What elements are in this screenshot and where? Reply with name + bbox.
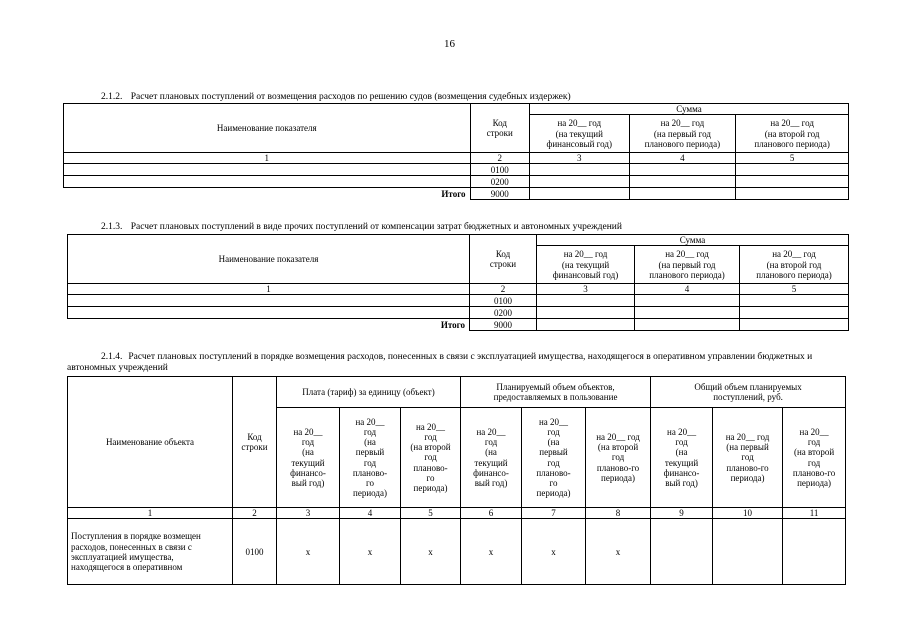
cell-x: x [461, 519, 522, 585]
cell-value [783, 519, 846, 585]
section-caption-2-1-4 [67, 352, 852, 374]
section-title: Расчет плановых поступлений от возмещения расходов по решению судов (возмещения судебных издержек) [130, 92, 571, 102]
header-tariff-first: на 20__ год (на первый год планово- го периода) [340, 408, 401, 508]
header-group-volume: Планируемый объем объектов, предоставляемых в пользование [461, 377, 651, 408]
cell-value [537, 319, 635, 331]
total-code: 9000 [470, 319, 537, 331]
header-sum: Сумма [529, 104, 848, 115]
cell-x: x [277, 519, 340, 585]
total-label: Итого [68, 319, 470, 331]
cell-value [736, 188, 849, 200]
column-number: 10 [713, 508, 783, 519]
column-number: 3 [529, 153, 629, 164]
column-number: 2 [233, 508, 277, 519]
total-label: Итого [64, 188, 471, 200]
column-number: 9 [651, 508, 713, 519]
table-2-1-3 [67, 234, 849, 331]
cell-value [629, 188, 736, 200]
header-year-first: на 20__ год (на первый год планового периода) [635, 246, 740, 284]
cell-value [651, 519, 713, 585]
section-caption-2-1-2 [101, 92, 571, 103]
cell-value [529, 188, 629, 200]
column-number: 11 [783, 508, 846, 519]
cell-value [529, 164, 629, 176]
header-year-second: на 20__ год (на второй год планового периода) [740, 246, 849, 284]
section-number: 2.1.3. [101, 222, 123, 232]
cell-name [64, 164, 471, 176]
section-title: Расчет плановых поступлений в порядке возмещения расходов, понесенных в связи с эксплуатацией имущества, находящегося в оперативном управлении бюджетных и автономных учреждений [67, 352, 813, 373]
cell-value [740, 307, 849, 319]
column-number: 8 [586, 508, 651, 519]
header-code: Код строки [470, 235, 537, 284]
column-number: 5 [740, 284, 849, 295]
section-number: 2.1.4. [101, 352, 123, 362]
cell-x: x [401, 519, 461, 585]
cell-name [68, 295, 470, 307]
header-name: Наименование показателя [68, 235, 470, 284]
cell-value [635, 319, 740, 331]
cell-value [713, 519, 783, 585]
row-code: 0100 [470, 295, 537, 307]
cell-x: x [522, 519, 586, 585]
cell-value [537, 307, 635, 319]
header-code: Код строки [233, 377, 277, 508]
cell-value [629, 164, 736, 176]
cell-name [64, 176, 471, 188]
cell-name [68, 307, 470, 319]
column-number: 1 [68, 508, 233, 519]
cell-value [635, 295, 740, 307]
section-title: Расчет плановых поступлений в виде прочих поступлений от компенсации затрат бюджетных и автономных учреждений [130, 222, 622, 232]
section-number: 2.1.2. [101, 92, 123, 102]
header-year-current: на 20__ год (на текущий финансовый год) [529, 115, 629, 153]
column-number: 4 [629, 153, 736, 164]
cell-value [529, 176, 629, 188]
column-number: 5 [736, 153, 849, 164]
header-group-total: Общий объем планируемых поступлений, руб. [651, 377, 846, 408]
column-number: 1 [64, 153, 471, 164]
column-number: 2 [470, 153, 529, 164]
table-2-1-4 [67, 376, 846, 585]
row-code: 0100 [470, 164, 529, 176]
row-object-name: Поступления в порядке возмещен расходов, понесенных в связи с эксплуатацией имущества, находящегося в оперативном [68, 519, 233, 585]
table-2-1-2 [63, 103, 849, 200]
header-object-name: Наименование объекта [68, 377, 233, 508]
column-number: 3 [277, 508, 340, 519]
cell-value [740, 319, 849, 331]
cell-value [635, 307, 740, 319]
header-year-second: на 20__ год (на второй год планового периода) [736, 115, 849, 153]
column-number: 4 [340, 508, 401, 519]
header-sum: Сумма [537, 235, 849, 246]
header-name: Наименование показателя [64, 104, 471, 153]
header-year-current: на 20__ год (на текущий финансовый год) [537, 246, 635, 284]
header-tariff-current: на 20__ год (на текущий финансо- вый год) [277, 408, 340, 508]
header-total-second: на 20__ год (на второй год планово-го периода) [783, 408, 846, 508]
row-code: 0100 [233, 519, 277, 585]
page-number: 16 [444, 38, 455, 50]
column-number: 1 [68, 284, 470, 295]
column-number: 5 [401, 508, 461, 519]
header-year-first: на 20__ год (на первый год планового периода) [629, 115, 736, 153]
header-volume-current: на 20__ год (на текущий финансо- вый год) [461, 408, 522, 508]
row-code: 0200 [470, 307, 537, 319]
header-tariff-second: на 20__ год (на второй год планово- го периода) [401, 408, 461, 508]
column-number: 2 [470, 284, 537, 295]
cell-value [629, 176, 736, 188]
column-number: 6 [461, 508, 522, 519]
cell-value [740, 295, 849, 307]
column-number: 3 [537, 284, 635, 295]
row-code: 0200 [470, 176, 529, 188]
column-number: 7 [522, 508, 586, 519]
column-number: 4 [635, 284, 740, 295]
header-total-current: на 20__ год (на текущий финансо- вый год) [651, 408, 713, 508]
cell-x: x [586, 519, 651, 585]
header-code: Код строки [470, 104, 529, 153]
section-caption-2-1-3 [101, 222, 622, 233]
header-volume-first: на 20__ год (на первый год планово- го периода) [522, 408, 586, 508]
cell-value [537, 295, 635, 307]
header-total-first: на 20__ год (на первый год планово-го периода) [713, 408, 783, 508]
header-group-tariff: Плата (тариф) за единицу (объект) [277, 377, 461, 408]
cell-value [736, 176, 849, 188]
cell-value [736, 164, 849, 176]
cell-x: x [340, 519, 401, 585]
header-volume-second: на 20__ год (на второй год планово-го периода) [586, 408, 651, 508]
total-code: 9000 [470, 188, 529, 200]
